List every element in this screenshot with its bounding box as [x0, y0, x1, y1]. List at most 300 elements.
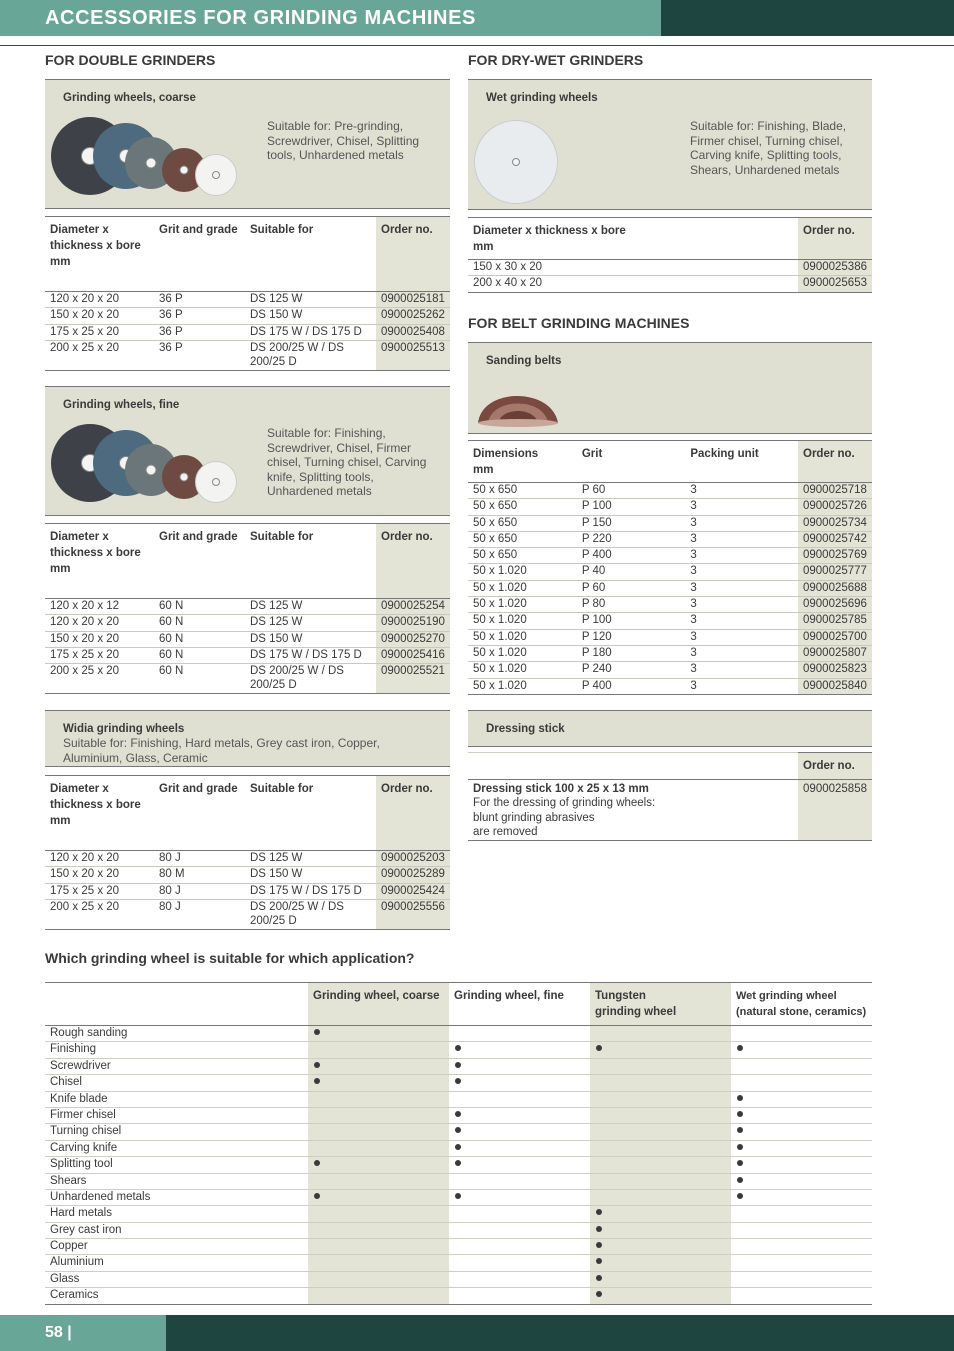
application-label: Screwdriver — [45, 1058, 308, 1074]
order-number: 0900025688 — [798, 580, 872, 596]
cell: 3 — [685, 548, 798, 564]
cell: 3 — [685, 613, 798, 629]
page-number: 58 | — [45, 1324, 72, 1341]
col-header: Grit and grade — [154, 524, 245, 599]
col-header-label: Tungsten grinding wheel — [595, 990, 677, 1018]
cell: DS 125 W — [245, 851, 376, 867]
col-header: Packing unit — [685, 441, 798, 483]
cell: 3 — [685, 662, 798, 678]
order-number: 0900025513 — [376, 340, 450, 370]
cell: 150 x 30 x 20 — [468, 260, 798, 276]
wet-wheels-description: Suitable for: Finishing, Blade, Firmer chisel, Turning chisel, Carving knife, Splitting tools, Shears, Unhardened metals — [690, 119, 847, 177]
matrix-cell — [308, 1042, 449, 1058]
application-label: Aluminium — [45, 1255, 308, 1271]
matrix-cell — [449, 1189, 590, 1205]
order-number: 0900025653 — [798, 276, 872, 292]
table-row — [45, 340, 450, 370]
col-header-empty — [45, 983, 308, 1026]
matrix-cell — [590, 1271, 731, 1287]
table-row — [45, 599, 450, 615]
suitability-dot-icon — [455, 1160, 461, 1166]
matrix-cell — [449, 1239, 590, 1255]
application-label: Hard metals — [45, 1206, 308, 1222]
application-label: Splitting tool — [45, 1157, 308, 1173]
cell: P 40 — [577, 564, 686, 580]
table-row — [468, 678, 872, 694]
table-row — [45, 664, 450, 694]
suitability-dot-icon — [314, 1078, 320, 1084]
table-row — [45, 883, 450, 899]
matrix-cell — [590, 1140, 731, 1156]
cell: 3 — [685, 515, 798, 531]
cell: P 100 — [577, 499, 686, 515]
order-number: 0900025408 — [376, 324, 450, 340]
cell: 120 x 20 x 20 — [45, 292, 154, 308]
order-number: 0900025785 — [798, 613, 872, 629]
coarse-wheels-name: Grinding wheels, coarse — [63, 92, 196, 104]
col-header-label: Diameter x thickness x bore mm — [473, 225, 626, 253]
cell: 175 x 25 x 20 — [45, 324, 154, 340]
application-label: Carving knife — [45, 1140, 308, 1156]
matrix-row — [45, 1222, 872, 1238]
order-number: 0900025807 — [798, 645, 872, 661]
cell: 3 — [685, 629, 798, 645]
wet-wheels-table — [468, 217, 872, 293]
cell: P 120 — [577, 629, 686, 645]
matrix-cell — [590, 1173, 731, 1189]
suitability-dot-icon — [596, 1291, 602, 1297]
cell: 120 x 20 x 12 — [45, 599, 154, 615]
cell: 80 M — [154, 867, 245, 883]
matrix-cell — [590, 1075, 731, 1091]
matrix-cell — [731, 1157, 872, 1173]
matrix-cell — [308, 1288, 449, 1304]
footer-page-bar — [0, 1315, 166, 1351]
col-header: Diameter x thickness x bore mm — [45, 524, 154, 599]
table-row — [468, 629, 872, 645]
matrix-cell — [590, 1042, 731, 1058]
suitability-dot-icon — [455, 1111, 461, 1117]
header-divider — [0, 45, 954, 46]
matrix-cell — [731, 1091, 872, 1107]
order-number: 0900025742 — [798, 531, 872, 547]
suitability-dot-icon — [314, 1160, 320, 1166]
order-number: 0900025840 — [798, 678, 872, 694]
table-row — [468, 531, 872, 547]
matrix-cell — [590, 1157, 731, 1173]
order-number: 0900025521 — [376, 664, 450, 694]
cell: 120 x 20 x 20 — [45, 615, 154, 631]
cell: DS 200/25 W / DS 200/25 D — [245, 664, 376, 694]
order-number: 0900025254 — [376, 599, 450, 615]
cell: 50 x 1.020 — [468, 597, 577, 613]
cell: 175 x 25 x 20 — [45, 647, 154, 663]
matrix-cell — [590, 1107, 731, 1123]
matrix-cell — [449, 1288, 590, 1304]
wheel-image — [195, 154, 237, 196]
col-header: Order no. — [798, 753, 872, 780]
suitability-dot-icon — [596, 1045, 602, 1051]
cell: 60 N — [154, 664, 245, 694]
matrix-cell — [731, 1075, 872, 1091]
matrix-row — [45, 1288, 872, 1304]
matrix-cell — [731, 1206, 872, 1222]
cell: 3 — [685, 564, 798, 580]
matrix-cell — [590, 1239, 731, 1255]
matrix-row — [45, 1091, 872, 1107]
matrix-row — [45, 1140, 872, 1156]
order-number: 0900025190 — [376, 615, 450, 631]
matrix-cell — [731, 1026, 872, 1042]
matrix-row — [45, 1206, 872, 1222]
suitability-dot-icon — [737, 1045, 743, 1051]
coarse-wheels-panel — [45, 79, 450, 209]
cell: 36 P — [154, 340, 245, 370]
application-label: Knife blade — [45, 1091, 308, 1107]
cell: 200 x 25 x 20 — [45, 664, 154, 694]
cell: P 400 — [577, 678, 686, 694]
application-label: Turning chisel — [45, 1124, 308, 1140]
col-header — [468, 218, 798, 260]
table-row — [468, 613, 872, 629]
matrix-row — [45, 1189, 872, 1205]
application-label: Copper — [45, 1239, 308, 1255]
wet-wheels-panel — [468, 79, 872, 210]
matrix-cell — [308, 1075, 449, 1091]
cell: 50 x 1.020 — [468, 613, 577, 629]
cell: 80 J — [154, 851, 245, 867]
suitability-dot-icon — [737, 1177, 743, 1183]
sanding-belts-table — [468, 440, 872, 695]
order-number: 0900025270 — [376, 631, 450, 647]
matrix-title: Which grinding wheel is suitable for which application? — [45, 950, 415, 966]
matrix-cell — [308, 1091, 449, 1107]
matrix-cell — [308, 1026, 449, 1042]
double-grinders-title: FOR DOUBLE GRINDERS — [45, 52, 216, 68]
cell: DS 175 W / DS 175 D — [245, 324, 376, 340]
matrix-row — [45, 1239, 872, 1255]
suitability-dot-icon — [596, 1209, 602, 1215]
application-label: Rough sanding — [45, 1026, 308, 1042]
cell: 3 — [685, 531, 798, 547]
matrix-cell — [590, 1091, 731, 1107]
matrix-row — [45, 1255, 872, 1271]
cell: DS 200/25 W / DS 200/25 D — [245, 899, 376, 929]
dressing-stick-name: Dressing stick — [486, 723, 565, 735]
col-header: Grit and grade — [154, 776, 245, 851]
matrix-cell — [308, 1255, 449, 1271]
order-number: 0900025718 — [798, 483, 872, 499]
dressing-stick-desc: are removed — [473, 825, 538, 838]
matrix-cell — [590, 1058, 731, 1074]
cell: DS 125 W — [245, 599, 376, 615]
table-row — [468, 597, 872, 613]
cell: 3 — [685, 597, 798, 613]
fine-wheels-table — [45, 523, 450, 694]
cell: DS 150 W — [245, 308, 376, 324]
matrix-cell — [590, 1189, 731, 1205]
col-header: Diameter x thickness x bore mm — [45, 776, 154, 851]
dry-wet-grinders-title: FOR DRY-WET GRINDERS — [468, 52, 644, 68]
matrix-cell — [449, 1271, 590, 1287]
col-header: Suitable for — [245, 776, 376, 851]
cell: 60 N — [154, 615, 245, 631]
suitability-dot-icon — [737, 1095, 743, 1101]
widia-wheels-table — [45, 775, 450, 930]
matrix-row — [45, 1173, 872, 1189]
belt-grinding-title: FOR BELT GRINDING MACHINES — [468, 315, 690, 331]
table-row — [45, 899, 450, 929]
table-row — [468, 564, 872, 580]
cell: 36 P — [154, 308, 245, 324]
order-number: 0900025777 — [798, 564, 872, 580]
application-label: Grey cast iron — [45, 1222, 308, 1238]
cell: P 150 — [577, 515, 686, 531]
page-footer — [0, 1315, 954, 1351]
col-header: Grit — [577, 441, 686, 483]
matrix-cell — [308, 1239, 449, 1255]
dressing-stick-cell — [468, 780, 798, 841]
cell: DS 125 W — [245, 615, 376, 631]
sanding-belts-name: Sanding belts — [486, 355, 562, 367]
suitability-dot-icon — [314, 1029, 320, 1035]
matrix-cell — [731, 1288, 872, 1304]
matrix-cell — [308, 1173, 449, 1189]
col-header: Order no. — [798, 218, 872, 260]
table-row — [468, 645, 872, 661]
cell: 150 x 20 x 20 — [45, 308, 154, 324]
col-header: Suitable for — [245, 217, 376, 292]
table-row — [468, 276, 872, 292]
col-header: Order no. — [376, 524, 450, 599]
widia-wheels-panel — [45, 710, 450, 767]
cell: 120 x 20 x 20 — [45, 851, 154, 867]
suitability-dot-icon — [455, 1062, 461, 1068]
cell: 200 x 25 x 20 — [45, 340, 154, 370]
matrix-cell — [308, 1222, 449, 1238]
suitability-dot-icon — [737, 1160, 743, 1166]
table-row — [468, 548, 872, 564]
footer-dark-bar — [166, 1315, 954, 1351]
suitability-dot-icon — [596, 1258, 602, 1264]
page-title: ACCESSORIES FOR GRINDING MACHINES — [45, 6, 476, 29]
cell: DS 125 W — [245, 292, 376, 308]
cell: P 180 — [577, 645, 686, 661]
matrix-cell — [731, 1173, 872, 1189]
order-number: 0900025416 — [376, 647, 450, 663]
col-header-empty — [468, 753, 798, 780]
table-row — [45, 631, 450, 647]
cell: DS 175 W / DS 175 D — [245, 883, 376, 899]
matrix-cell — [731, 1222, 872, 1238]
cell: 3 — [685, 499, 798, 515]
cell: 36 P — [154, 324, 245, 340]
order-number: 0900025181 — [376, 292, 450, 308]
cell: P 240 — [577, 662, 686, 678]
fine-wheels-description: Suitable for: Finishing, Screwdriver, Chisel, Firmer chisel, Turning chisel, Carving knife, Splitting tools, Unhardened metals — [267, 426, 427, 498]
fine-wheels-panel — [45, 386, 450, 516]
cell: P 220 — [577, 531, 686, 547]
matrix-cell — [590, 1222, 731, 1238]
matrix-cell — [308, 1157, 449, 1173]
application-label: Unhardened metals — [45, 1189, 308, 1205]
application-label: Firmer chisel — [45, 1107, 308, 1123]
matrix-cell — [731, 1189, 872, 1205]
matrix-cell — [308, 1124, 449, 1140]
order-number: 0900025424 — [376, 883, 450, 899]
matrix-cell — [449, 1206, 590, 1222]
dressing-stick-table — [468, 752, 872, 841]
sanding-belts-panel — [468, 342, 872, 434]
suitability-dot-icon — [737, 1111, 743, 1117]
table-row — [468, 260, 872, 276]
cell: DS 200/25 W / DS 200/25 D — [245, 340, 376, 370]
cell: P 400 — [577, 548, 686, 564]
matrix-cell — [449, 1091, 590, 1107]
matrix-row — [45, 1058, 872, 1074]
matrix-cell — [449, 1255, 590, 1271]
order-number: 0900025734 — [798, 515, 872, 531]
coarse-wheels-description: Suitable for: Pre-grinding, Screwdriver, Chisel, Splitting tools, Unhardened metals — [267, 119, 420, 162]
matrix-row — [45, 1124, 872, 1140]
matrix-cell — [449, 1124, 590, 1140]
order-number: 0900025203 — [376, 851, 450, 867]
cell: 50 x 650 — [468, 548, 577, 564]
cell: 50 x 650 — [468, 531, 577, 547]
col-header: Suitable for — [245, 524, 376, 599]
dressing-stick-desc: blunt grinding abrasives — [473, 811, 595, 824]
cell: 60 N — [154, 599, 245, 615]
matrix-cell — [590, 1026, 731, 1042]
cell: P 60 — [577, 580, 686, 596]
suitability-dot-icon — [455, 1078, 461, 1084]
matrix-cell — [449, 1222, 590, 1238]
cell: 50 x 1.020 — [468, 678, 577, 694]
suitability-dot-icon — [314, 1193, 320, 1199]
cell: 3 — [685, 678, 798, 694]
col-header: Diameter x thickness x bore mm — [45, 217, 154, 292]
matrix-cell — [731, 1058, 872, 1074]
cell: 80 J — [154, 883, 245, 899]
col-header: Order no. — [798, 441, 872, 483]
matrix-cell — [308, 1107, 449, 1123]
matrix-cell — [449, 1026, 590, 1042]
matrix-row — [45, 1042, 872, 1058]
table-row — [45, 292, 450, 308]
matrix-cell — [731, 1239, 872, 1255]
matrix-cell — [590, 1255, 731, 1271]
order-number: 0900025556 — [376, 899, 450, 929]
col-header — [468, 441, 577, 483]
table-row — [45, 324, 450, 340]
cell: 50 x 1.020 — [468, 629, 577, 645]
col-header: Grinding wheel, coarse — [308, 983, 449, 1026]
cell: 3 — [685, 580, 798, 596]
order-number: 0900025823 — [798, 662, 872, 678]
cell: 50 x 1.020 — [468, 564, 577, 580]
col-header-label: Dimensions mm — [473, 448, 539, 476]
table-row — [45, 308, 450, 324]
table-row — [45, 615, 450, 631]
matrix-cell — [449, 1157, 590, 1173]
cell: 200 x 40 x 20 — [468, 276, 798, 292]
col-header: Wet grinding wheel (natural stone, ceramics) — [731, 983, 872, 1026]
cell: 50 x 650 — [468, 483, 577, 499]
suitability-dot-icon — [596, 1226, 602, 1232]
coarse-wheels-table — [45, 216, 450, 371]
cell: 36 P — [154, 292, 245, 308]
matrix-cell — [731, 1107, 872, 1123]
wet-wheel-image — [474, 120, 558, 204]
suitability-dot-icon — [455, 1127, 461, 1133]
widia-wheels-name: Widia grinding wheels — [63, 723, 185, 735]
cell: 50 x 650 — [468, 499, 577, 515]
matrix-row — [45, 1157, 872, 1173]
col-header: Grit and grade — [154, 217, 245, 292]
table-row — [468, 780, 872, 841]
table-row — [468, 499, 872, 515]
cell: 50 x 1.020 — [468, 662, 577, 678]
cell: 150 x 20 x 20 — [45, 867, 154, 883]
application-label: Glass — [45, 1271, 308, 1287]
matrix-row — [45, 1107, 872, 1123]
order-number: 0900025262 — [376, 308, 450, 324]
cell: P 80 — [577, 597, 686, 613]
cell: 175 x 25 x 20 — [45, 883, 154, 899]
cell: P 60 — [577, 483, 686, 499]
cell: 50 x 1.020 — [468, 580, 577, 596]
matrix-cell — [731, 1271, 872, 1287]
matrix-cell — [731, 1255, 872, 1271]
col-header: Grinding wheel, fine — [449, 983, 590, 1026]
matrix-cell — [731, 1124, 872, 1140]
widia-wheels-description: Suitable for: Finishing, Hard metals, Grey cast iron, Copper, Aluminium, Glass, Ceramic — [63, 736, 380, 765]
matrix-cell — [590, 1288, 731, 1304]
table-row — [45, 867, 450, 883]
table-row — [468, 515, 872, 531]
application-matrix — [45, 982, 872, 1305]
col-header: Order no. — [376, 776, 450, 851]
suitability-dot-icon — [455, 1193, 461, 1199]
order-number: 0900025289 — [376, 867, 450, 883]
suitability-dot-icon — [596, 1242, 602, 1248]
col-header — [590, 983, 731, 1026]
cell: 60 N — [154, 631, 245, 647]
suitability-dot-icon — [314, 1062, 320, 1068]
dressing-stick-panel — [468, 710, 872, 747]
matrix-cell — [449, 1075, 590, 1091]
order-number: 0900025700 — [798, 629, 872, 645]
cell: P 100 — [577, 613, 686, 629]
order-number: 0900025386 — [798, 260, 872, 276]
table-row — [468, 483, 872, 499]
table-row — [468, 662, 872, 678]
fine-wheels-name: Grinding wheels, fine — [63, 399, 180, 411]
matrix-cell — [731, 1042, 872, 1058]
matrix-cell — [449, 1042, 590, 1058]
matrix-cell — [449, 1173, 590, 1189]
order-number: 0900025696 — [798, 597, 872, 613]
suitability-dot-icon — [455, 1144, 461, 1150]
cell: 80 J — [154, 899, 245, 929]
header-dark-bar — [661, 0, 954, 36]
wet-wheels-name: Wet grinding wheels — [486, 92, 598, 104]
application-label: Shears — [45, 1173, 308, 1189]
application-label: Chisel — [45, 1075, 308, 1091]
matrix-cell — [449, 1140, 590, 1156]
matrix-cell — [590, 1124, 731, 1140]
matrix-row — [45, 1271, 872, 1287]
